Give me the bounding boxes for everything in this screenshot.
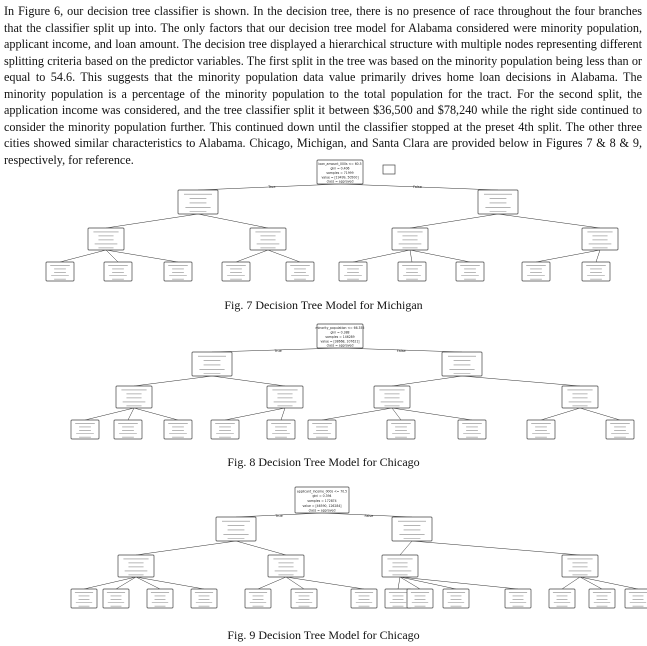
legend-box	[383, 165, 395, 174]
body-paragraph: In Figure 6, our decision tree classifier is shown. In the decision tree, there is no presence of race throughout the four branches that the classifier split up into. The only factors that our decision tree model for Alabama considered were minority population, applicant income, and loan amount. The decision tree displayed a hierarchical structure with multiple nodes representing different splitting criteria based on the predictor variables. The first split in the tree was based on the minority population being less than or equal to 54.6. This suggests that the minority population data value primarily drives home loan decisions in Alabama. The minority population is a percentage of the minority population to the total population for the tract. For the second split, the application income was considered, and the tree classifier split it between $36,500 and $78,240 while the right side continued to consider the minority population further. This continued down until the classifier stopped at the preset 4th split. The other three cities showed similar characteristics to Alabama. Chicago, Michigan, and Santa Clara are provided below in Figures 7 & 8 & 9, respectively, for reference.	[4, 4, 642, 167]
node-text: samples = 71999	[326, 170, 354, 175]
tree-edge	[198, 214, 268, 228]
tree-edge	[392, 408, 472, 420]
tree-leaf-node	[505, 589, 531, 608]
tree-edge	[410, 250, 470, 262]
tree-leaf-node	[522, 262, 550, 281]
node-text: gini = 0.394	[312, 494, 332, 499]
tree-root-node	[316, 324, 365, 348]
tree-edge	[116, 577, 136, 589]
tree-node	[382, 555, 418, 577]
true-label: True	[268, 185, 276, 189]
node-text: class = approved	[326, 179, 354, 184]
tree-edge	[281, 408, 285, 420]
tree-node	[478, 190, 518, 214]
tree-edge	[286, 577, 364, 589]
tree-edge	[412, 541, 580, 555]
true-label: True	[275, 514, 283, 518]
node-text: samples = 172874	[307, 499, 337, 503]
tree-edge	[136, 577, 160, 589]
figure-7-michigan-tree	[0, 156, 647, 297]
tree-node	[178, 190, 218, 214]
tree-node	[562, 555, 598, 577]
tree-leaf-node	[104, 262, 132, 281]
tree-leaf-node	[222, 262, 250, 281]
tree-edge	[225, 408, 285, 420]
node-text: class = approved	[326, 343, 354, 348]
node-text: samples = 146289	[325, 334, 355, 339]
tree-root-node	[295, 487, 349, 513]
node-text: class = approved	[308, 508, 336, 513]
tree-edge	[562, 577, 580, 589]
tree-edge	[84, 577, 136, 589]
node-text: value = [38668, 107621]	[320, 339, 360, 344]
tree-edge	[400, 577, 456, 589]
tree-leaf-node	[458, 420, 486, 439]
tree-edge	[400, 541, 412, 555]
tree-edge	[353, 250, 410, 262]
tree-edge	[236, 250, 268, 262]
tree-node	[216, 517, 256, 541]
tree-leaf-node	[351, 589, 377, 608]
tree-edge	[410, 250, 412, 262]
tree-edge	[85, 408, 134, 420]
node-text: value = [46590, 126284]	[302, 503, 342, 508]
tree-leaf-node	[456, 262, 484, 281]
tree-node	[192, 352, 232, 376]
tree-leaf-node	[398, 262, 426, 281]
tree-leaf-node	[114, 420, 142, 439]
tree-node	[582, 228, 618, 250]
tree-node	[374, 386, 410, 408]
false-label: False	[364, 514, 374, 518]
node-text: loan_amount_000s <= 60.5	[318, 162, 362, 167]
tree-edge	[212, 376, 285, 386]
false-label: False	[413, 185, 422, 189]
node-text: value = [19499, 50500]	[321, 175, 359, 180]
tree-leaf-node	[164, 420, 192, 439]
tree-leaf-node	[443, 589, 469, 608]
tree-edge	[106, 250, 178, 262]
tree-leaf-node	[387, 420, 415, 439]
tree-node	[118, 555, 154, 577]
tree-leaf-node	[308, 420, 336, 439]
tree-leaf-node	[71, 420, 99, 439]
tree-leaf-node	[245, 589, 271, 608]
tree-edge	[580, 577, 602, 589]
tree-node	[268, 555, 304, 577]
figure-8-chicago-tree	[0, 322, 647, 453]
tree-leaf-node	[527, 420, 555, 439]
tree-edge	[60, 250, 106, 262]
tree-leaf-node	[606, 420, 634, 439]
tree-leaf-node	[625, 589, 647, 608]
tree-node	[562, 386, 598, 408]
tree-edge	[106, 214, 198, 228]
tree-edge	[258, 577, 286, 589]
tree-edge	[134, 408, 178, 420]
tree-node	[392, 228, 428, 250]
figure-8-caption: Fig. 8 Decision Tree Model for Chicago	[227, 455, 420, 469]
figure-9-caption: Fig. 9 Decision Tree Model for Chicago	[227, 628, 420, 642]
tree-leaf-node	[211, 420, 239, 439]
tree-leaf-node	[103, 589, 129, 608]
tree-edge	[128, 408, 134, 420]
tree-edge	[136, 541, 236, 555]
decision-tree-diagram	[0, 156, 647, 297]
decision-tree-diagram	[0, 322, 647, 453]
tree-leaf-node	[549, 589, 575, 608]
tree-leaf-node	[267, 420, 295, 439]
tree-edge	[398, 577, 400, 589]
tree-edge	[134, 376, 212, 386]
figure-9-chicago-tree	[0, 483, 647, 623]
tree-leaf-node	[291, 589, 317, 608]
node-text: gini = 0.388	[330, 330, 350, 335]
tree-node	[267, 386, 303, 408]
tree-edge	[392, 408, 401, 420]
decision-tree-diagram	[0, 483, 647, 623]
tree-edge	[498, 214, 600, 228]
node-text: applicant_income_000s <= 70.5	[296, 489, 348, 494]
tree-edge	[596, 250, 600, 262]
tree-node	[250, 228, 286, 250]
tree-node	[88, 228, 124, 250]
tree-node	[392, 517, 432, 541]
tree-leaf-node	[407, 589, 433, 608]
tree-node	[116, 386, 152, 408]
figure-7-caption: Fig. 7 Decision Tree Model for Michigan	[224, 298, 423, 312]
tree-edge	[322, 408, 392, 420]
tree-edge	[236, 541, 286, 555]
tree-node	[442, 352, 482, 376]
tree-edge	[392, 376, 462, 386]
false-label: False	[396, 349, 406, 353]
tree-root-node	[317, 160, 363, 184]
tree-leaf-node	[164, 262, 192, 281]
tree-edge	[136, 577, 204, 589]
tree-leaf-node	[286, 262, 314, 281]
true-label: True	[274, 349, 282, 353]
node-text: gini = 0.406	[330, 166, 350, 171]
tree-edge	[410, 214, 498, 228]
tree-leaf-node	[339, 262, 367, 281]
tree-leaf-node	[46, 262, 74, 281]
tree-edge	[462, 376, 580, 386]
tree-leaf-node	[71, 589, 97, 608]
tree-edge	[580, 408, 620, 420]
tree-leaf-node	[191, 589, 217, 608]
tree-leaf-node	[582, 262, 610, 281]
tree-edge	[536, 250, 600, 262]
tree-edge	[580, 577, 638, 589]
tree-edge	[400, 577, 518, 589]
tree-edge	[286, 577, 304, 589]
tree-leaf-node	[147, 589, 173, 608]
tree-edge	[268, 250, 300, 262]
tree-leaf-node	[589, 589, 615, 608]
tree-edge	[541, 408, 580, 420]
node-text: minority_population <= 66.355	[315, 326, 365, 331]
